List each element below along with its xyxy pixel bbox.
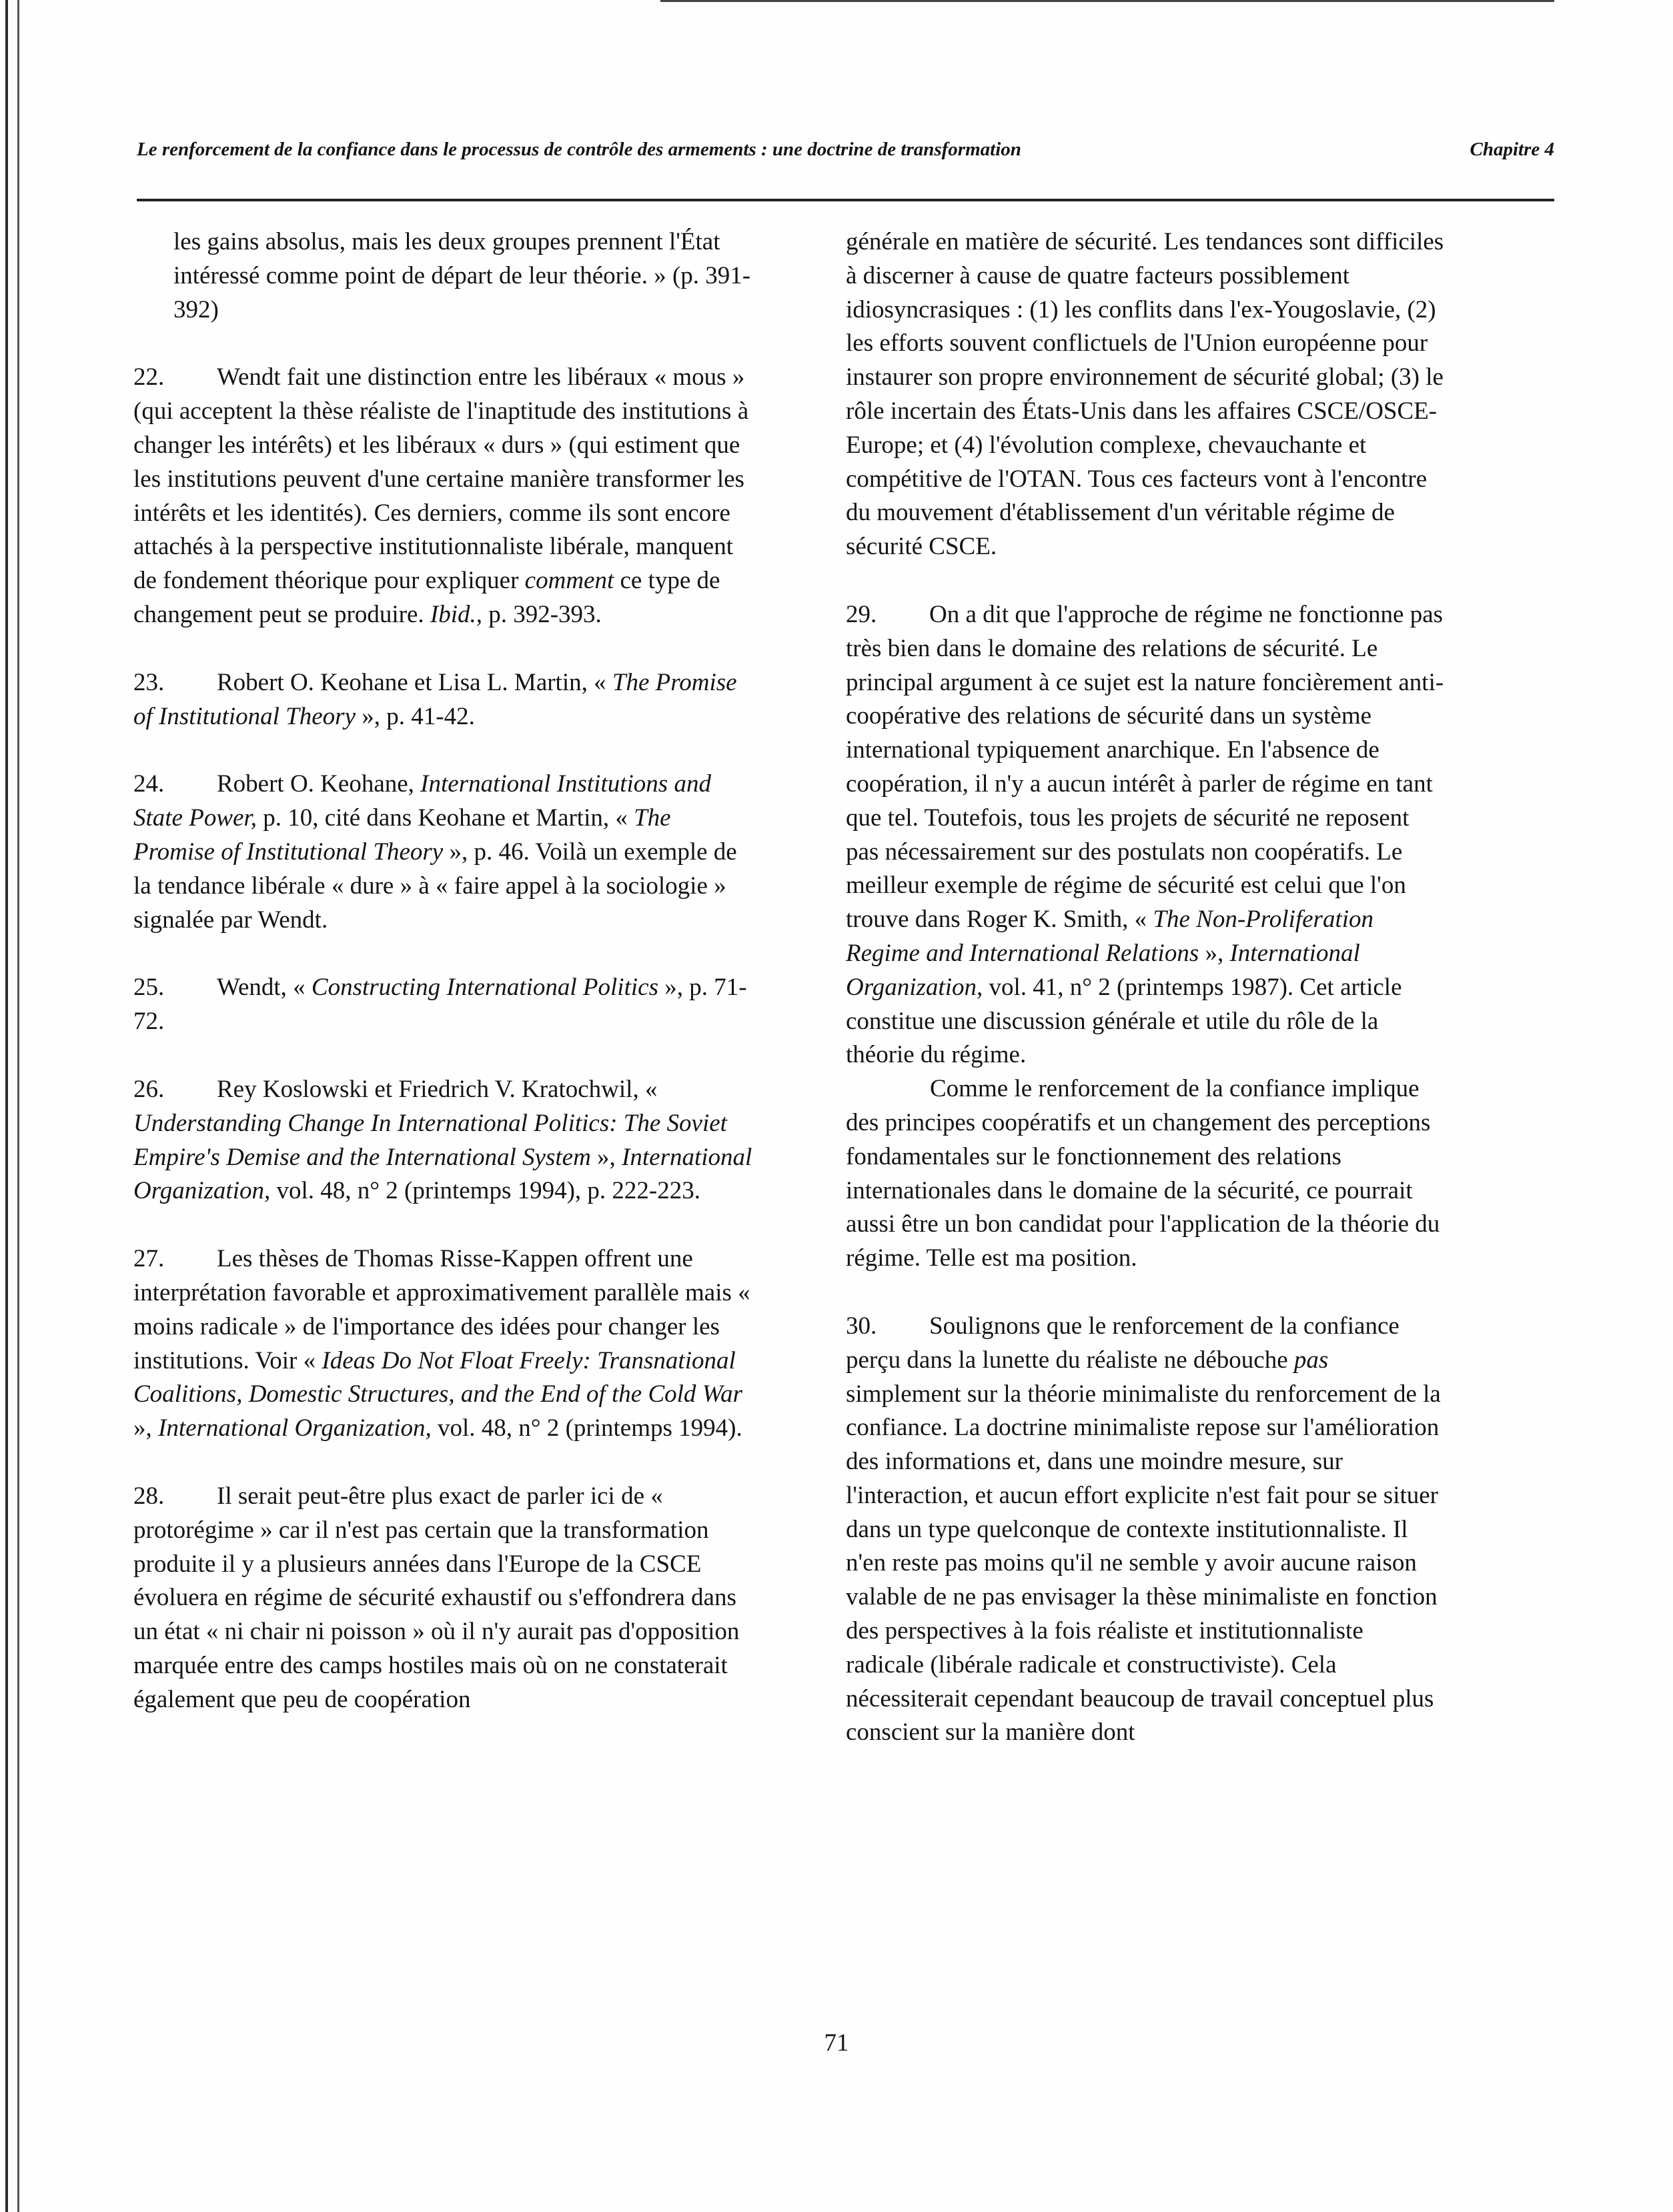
footnote-27: 27. Les thèses de Thomas Risse-Kappen offrent une interprétation favorable et approximativement parallèle mais « moins radicale » de l'importance des idées pour changer les institutions. Voir « Ideas Do Not Float Freely: Transnational Coalitions, Domestic Structures, and the End of the Cold War », International Organization, vol. 48, n° 2 (printemps 1994). bbox=[133, 1242, 757, 1446]
footnote-number: 22. bbox=[133, 363, 165, 391]
binding-edge-line bbox=[17, 0, 19, 2212]
footnote-23: 23. Robert O. Keohane et Lisa L. Martin, « The Promise of Institutional Theory », p. 41-42. bbox=[133, 666, 757, 734]
footnote-29-paragraph-2: Comme le renforcement de la confiance implique des principes coopératifs et un changement des perceptions fondamentales sur le fonctionnement des relations internationales dans le domaine de la sécurité, ce pourrait aussi être un bon candidat pour l'application de la théorie du régime. Telle est ma position. bbox=[846, 1075, 1440, 1272]
page-number: 71 bbox=[824, 2029, 849, 2057]
footnote-22: 22. Wendt fait une distinction entre les libéraux « mous » (qui acceptent la thèse réaliste de l'inaptitude des institutions à changer les intérêts) et les libéraux « durs » (qui estiment que les institutions peuvent d'une certaine manière transformer les intérêts et les identités). Ces derniers, comme ils sont encore attachés à la perspective institutionnaliste libérale, manquent de fondement théorique pour expliquer comment ce type de changement peut se produire. Ibid., p. 392-393. bbox=[133, 361, 757, 632]
binding-edge-line bbox=[5, 0, 8, 2212]
footnote-number: 28. bbox=[133, 1482, 165, 1510]
footnote-24: 24. Robert O. Keohane, International Institutions and State Power, p. 10, cité dans Keohane et Martin, « The Promise of Institutional Theory », p. 46. Voilà un exemple de la tendance libérale « dure » à « faire appel à la sociologie » signalée par Wendt. bbox=[133, 768, 757, 937]
footnote-number: 27. bbox=[133, 1245, 165, 1273]
footnote-number: 25. bbox=[133, 974, 165, 1002]
scan-top-rule bbox=[660, 0, 1554, 2]
header-title: Le renforcement de la confiance dans le processus de contrôle des armements : une doctrine de transformation bbox=[137, 139, 1021, 160]
footnote-25: 25. Wendt, « Constructing International Politics », p. 71-72. bbox=[133, 971, 757, 1039]
note-continuation: les gains absolus, mais les deux groupes prennent l'État intéressé comme point de départ de leur théorie. » (p. 391-392) bbox=[173, 228, 751, 323]
note-continuation: générale en matière de sécurité. Les tendances sont difficiles à discerner à cause de quatre facteurs possiblement idiosyncrasiques : (1) les conflits dans l'ex-Yougoslavie, (2) les efforts souvent conflictuels de l'Union européenne pour instaurer son propre environnement de sécurité global; (3) le rôle incertain des États-Unis dans les affaires CSCE/OSCE-Europe; et (4) l'évolution complexe, chevauchante et compétitive de l'OTAN. Tous ces facteurs vont à l'encontre du mouvement d'établissement d'un véritable régime de sécurité CSCE. bbox=[846, 228, 1444, 561]
footnote-number: 30. bbox=[846, 1312, 877, 1340]
footnote-28: 28. Il serait peut-être plus exact de parler ici de « protorégime » car il n'est pas certain que la transformation produite il y a plusieurs années dans l'Europe de la CSCE évoluera en régime de sécurité exhaustif ou s'effondrera dans un état « ni chair ni poisson » où il n'y aurait pas d'opposition marquée entre des camps hostiles mais où on ne constaterait également que peu de coopération bbox=[133, 1480, 757, 1717]
right-column bbox=[846, 225, 1444, 1750]
footnote-26: 26. Rey Koslowski et Friedrich V. Kratochwil, « Understanding Change In International Politics: The Soviet Empire's Demise and the International System », International Organization, vol. 48, n° 2 (printemps 1994), p. 222-223. bbox=[133, 1073, 757, 1208]
footnote-number: 26. bbox=[133, 1075, 165, 1103]
header-rule bbox=[137, 199, 1554, 201]
footnote-30: 30. Soulignons que le renforcement de la confiance perçu dans la lunette du réaliste ne débouche pas simplement sur la théorie minimaliste du renforcement de la confiance. La doctrine minimaliste repose sur l'amélioration des informations et, dans une moindre mesure, sur l'interaction, et aucun effort explicite n'est fait pour se situer dans un type quelconque de contexte institutionnaliste. Il n'en reste pas moins qu'il ne semble y avoir aucune raison valable de ne pas envisager la thèse minimaliste en fonction des perspectives à la fois réaliste et institutionnaliste radicale (libérale radicale et constructiviste). Cela nécessiterait cependant beaucoup de travail conceptuel plus conscient sur la manière dont bbox=[846, 1310, 1444, 1750]
footnote-29: 29. On a dit que l'approche de régime ne fonctionne pas très bien dans le domaine des relations de sécurité. Le principal argument à ce sujet est la nature foncièrement anti-coopérative des relations de sécurité dans un système international typiquement anarchique. En l'absence de coopération, il n'y a aucun intérêt à parler de régime en tant que tel. Toutefois, tous les projets de sécurité ne reposent pas nécessairement sur des postulats non coopératifs. Le meilleur exemple de régime de sécurité est celui que l'on trouve dans Roger K. Smith, « The Non-Proliferation Regime and International Relations », International Organization, vol. 41, n° 2 (printemps 1987). Cet article constitue une discussion générale et utile du rôle de la théorie du régime. bbox=[846, 598, 1444, 1072]
header-chapter: Chapitre 4 bbox=[1470, 139, 1554, 160]
footnote-number: 23. bbox=[133, 668, 165, 696]
footnote-number: 29. bbox=[846, 600, 877, 628]
footnote-number: 24. bbox=[133, 770, 165, 798]
left-column bbox=[133, 225, 757, 1717]
